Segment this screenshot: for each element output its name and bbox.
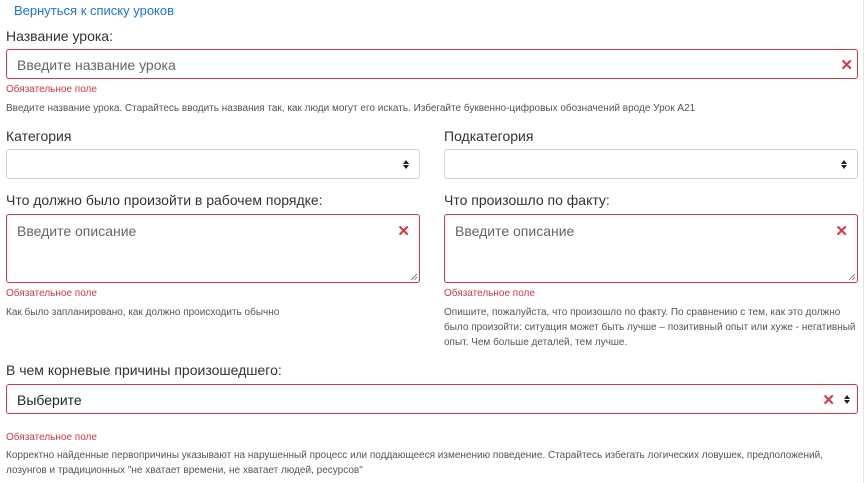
subcategory-select-arrows-icon xyxy=(840,160,848,169)
root-cause-label: В чем корневые причины произошедшего: xyxy=(6,362,282,378)
root-cause-help xyxy=(6,448,823,478)
actual-textarea[interactable] xyxy=(444,214,858,283)
clear-actual-icon[interactable]: ✕ xyxy=(835,223,848,240)
actual-help-line: Опишите, пожалуйста, что произошло по факту. По сравнению с тем, как это должно xyxy=(444,307,841,318)
resize-grip-icon[interactable] xyxy=(409,272,418,281)
root-cause-select[interactable] xyxy=(6,384,858,414)
lesson-name-error: Обязательное поле xyxy=(6,84,97,95)
category-select[interactable] xyxy=(6,149,420,179)
actual-error: Обязательное поле xyxy=(444,288,535,299)
actual-placeholder: Введите описание xyxy=(455,223,575,239)
actual-help xyxy=(444,305,856,350)
expected-error: Обязательное поле xyxy=(6,288,97,299)
root-cause-select-arrows-icon xyxy=(843,395,851,404)
root-cause-help-line: Корректно найденные первопричины указывают на нарушенный процесс или поддающееся изменению поведение. Старайтесь избегать логических ловушек, предположений, xyxy=(6,450,823,461)
subcategory-select[interactable] xyxy=(444,149,858,179)
lesson-name-label: Название урока: xyxy=(6,28,113,44)
root-cause-help-line: лозунгов и традиционных "не хватает времени, не хватает людей, ресурсов" xyxy=(6,465,363,476)
root-cause-error: Обязательное поле xyxy=(6,432,97,443)
back-to-lessons-link[interactable]: Вернуться к списку уроков xyxy=(14,3,175,18)
root-cause-value: Выберите xyxy=(17,392,82,408)
clear-lesson-name-icon[interactable]: ✕ xyxy=(840,57,853,74)
clear-expected-icon[interactable]: ✕ xyxy=(397,223,410,240)
lesson-name-help: Введите название урока. Старайтесь вводить названия так, как люди могут его искать. Избегайте буквенно-цифровых обозначений вроде Урок А21 xyxy=(6,103,696,114)
category-label: Категория xyxy=(6,128,72,144)
actual-help-line: было произойти: ситуация может быть лучше – позитивный опыт или хуже - негативный xyxy=(444,322,856,333)
actual-label: Что произошло по факту: xyxy=(444,192,610,208)
expected-help: Как было запланировано, как должно происходить обычно xyxy=(6,307,280,318)
clear-root-cause-icon[interactable]: ✕ xyxy=(822,392,835,409)
lesson-name-input[interactable] xyxy=(6,49,858,79)
resize-grip-icon[interactable] xyxy=(847,272,856,281)
lesson-name-placeholder: Введите название урока xyxy=(17,57,176,73)
subcategory-label: Подкатегория xyxy=(444,128,534,144)
expected-textarea[interactable] xyxy=(6,214,420,283)
actual-help-line: опыт. Чем больше деталей, тем лучше. xyxy=(444,337,628,348)
expected-label: Что должно было произойти в рабочем порядке: xyxy=(6,192,323,208)
expected-placeholder: Введите описание xyxy=(17,223,137,239)
category-select-arrows-icon xyxy=(402,160,410,169)
